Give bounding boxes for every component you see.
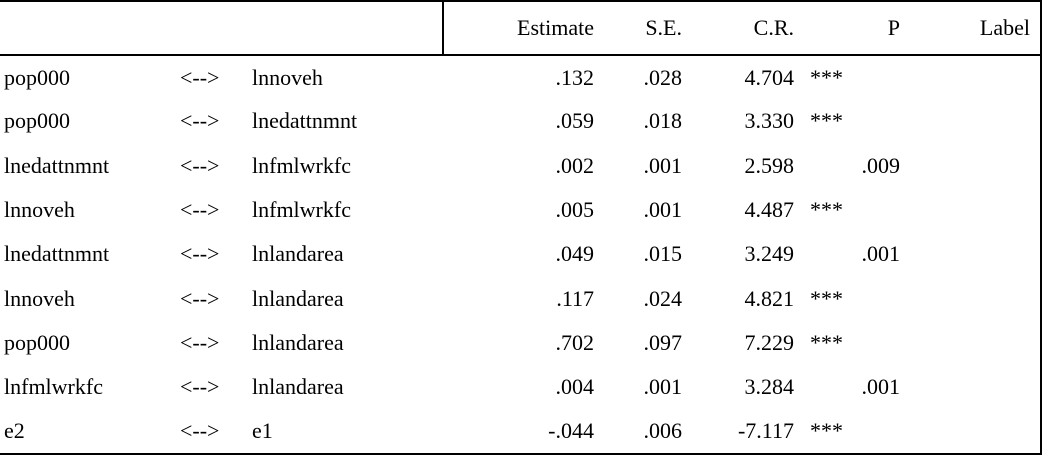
cell-estimate: .004 — [555, 374, 594, 400]
cell-se: .001 — [643, 152, 682, 178]
cell-label — [908, 99, 1041, 143]
cell-operator: <--> — [180, 329, 220, 355]
cell-label — [908, 365, 1041, 409]
cell-estimate: .049 — [555, 241, 594, 267]
cell-cr: 3.330 — [744, 108, 794, 134]
cell-operator: <--> — [180, 285, 220, 311]
cell-estimate: .002 — [555, 152, 594, 178]
cell-p: *** — [810, 197, 843, 223]
header-blank-op — [180, 1, 252, 55]
cell-variable-1: lnnoveh — [4, 285, 75, 311]
table-row — [0, 321, 1041, 365]
header-blank-var2 — [252, 1, 443, 55]
cell-se: .028 — [643, 64, 682, 90]
cell-p: *** — [810, 108, 843, 134]
cell-label — [908, 276, 1041, 320]
table-row — [0, 188, 1041, 232]
cell-variable-1: lnnoveh — [4, 197, 75, 223]
cell-variable-1: lnedattnmnt — [4, 152, 110, 178]
cell-label — [908, 144, 1041, 188]
header-estimate: Estimate — [443, 1, 602, 55]
cell-cr: 4.821 — [744, 285, 794, 311]
header-blank-var1 — [0, 1, 180, 55]
cell-se: .015 — [643, 241, 682, 267]
cell-variable-2: lnfmlwrkfc — [252, 197, 351, 223]
cell-variable-1: lnedattnmnt — [4, 241, 110, 267]
cell-variable-1: e2 — [4, 418, 25, 444]
table-row — [0, 232, 1041, 276]
cell-se: .018 — [643, 108, 682, 134]
cell-cr: 7.229 — [744, 329, 794, 355]
cell-label — [908, 321, 1041, 365]
cell-cr: 4.704 — [744, 64, 794, 90]
cell-variable-2: lnfmlwrkfc — [252, 152, 351, 178]
table-body — [0, 55, 1041, 454]
cell-se: .001 — [643, 374, 682, 400]
cell-label — [908, 55, 1041, 99]
cell-p: *** — [810, 418, 843, 444]
cell-variable-2: lnlandarea — [252, 241, 344, 267]
cell-variable-1: pop000 — [4, 329, 70, 355]
header-p: P — [802, 1, 908, 55]
cell-operator: <--> — [180, 108, 220, 134]
cell-estimate: .059 — [555, 108, 594, 134]
cell-p: *** — [810, 285, 843, 311]
cell-p: *** — [810, 64, 843, 90]
header-label: Label — [908, 1, 1041, 55]
cell-label — [908, 409, 1041, 453]
cell-p: *** — [810, 329, 843, 355]
cell-se: .024 — [643, 285, 682, 311]
cell-estimate: .702 — [555, 329, 594, 355]
cell-cr: 3.284 — [744, 374, 794, 400]
cell-operator: <--> — [180, 152, 220, 178]
header-cr: C.R. — [690, 1, 802, 55]
cell-variable-2: lnlandarea — [252, 329, 344, 355]
cell-se: .097 — [643, 329, 682, 355]
cell-variable-1: pop000 — [4, 64, 70, 90]
cell-p: .001 — [861, 374, 900, 400]
table-row — [0, 409, 1041, 453]
cell-cr: -7.117 — [737, 418, 794, 444]
cell-se: .006 — [643, 418, 682, 444]
cell-se: .001 — [643, 197, 682, 223]
table-row — [0, 144, 1041, 188]
cell-variable-2: lnedattnmnt — [252, 108, 358, 134]
table-row — [0, 55, 1041, 99]
cell-variable-2: lnlandarea — [252, 374, 344, 400]
cell-label — [908, 188, 1041, 232]
cell-cr: 2.598 — [744, 152, 794, 178]
table-row — [0, 365, 1041, 409]
cell-estimate: -.044 — [548, 418, 594, 444]
cell-variable-1: lnfmlwrkfc — [4, 374, 103, 400]
header-row — [0, 1, 1041, 55]
cell-operator: <--> — [180, 374, 220, 400]
cell-operator: <--> — [180, 197, 220, 223]
header-se: S.E. — [602, 1, 690, 55]
cell-p: .001 — [861, 241, 900, 267]
cell-variable-2: lnnoveh — [252, 64, 323, 90]
cell-operator: <--> — [180, 241, 220, 267]
table-row — [0, 276, 1041, 320]
cell-variable-1: pop000 — [4, 108, 70, 134]
cell-operator: <--> — [180, 64, 220, 90]
cell-estimate: .005 — [555, 197, 594, 223]
cell-cr: 4.487 — [744, 197, 794, 223]
cell-label — [908, 232, 1041, 276]
cell-variable-2: e1 — [252, 418, 273, 444]
cell-estimate: .117 — [556, 285, 594, 311]
cell-p: .009 — [861, 152, 900, 178]
cell-estimate: .132 — [555, 64, 594, 90]
cell-variable-2: lnlandarea — [252, 285, 344, 311]
cell-cr: 3.249 — [744, 241, 794, 267]
cell-operator: <--> — [180, 418, 220, 444]
table-row — [0, 99, 1041, 143]
